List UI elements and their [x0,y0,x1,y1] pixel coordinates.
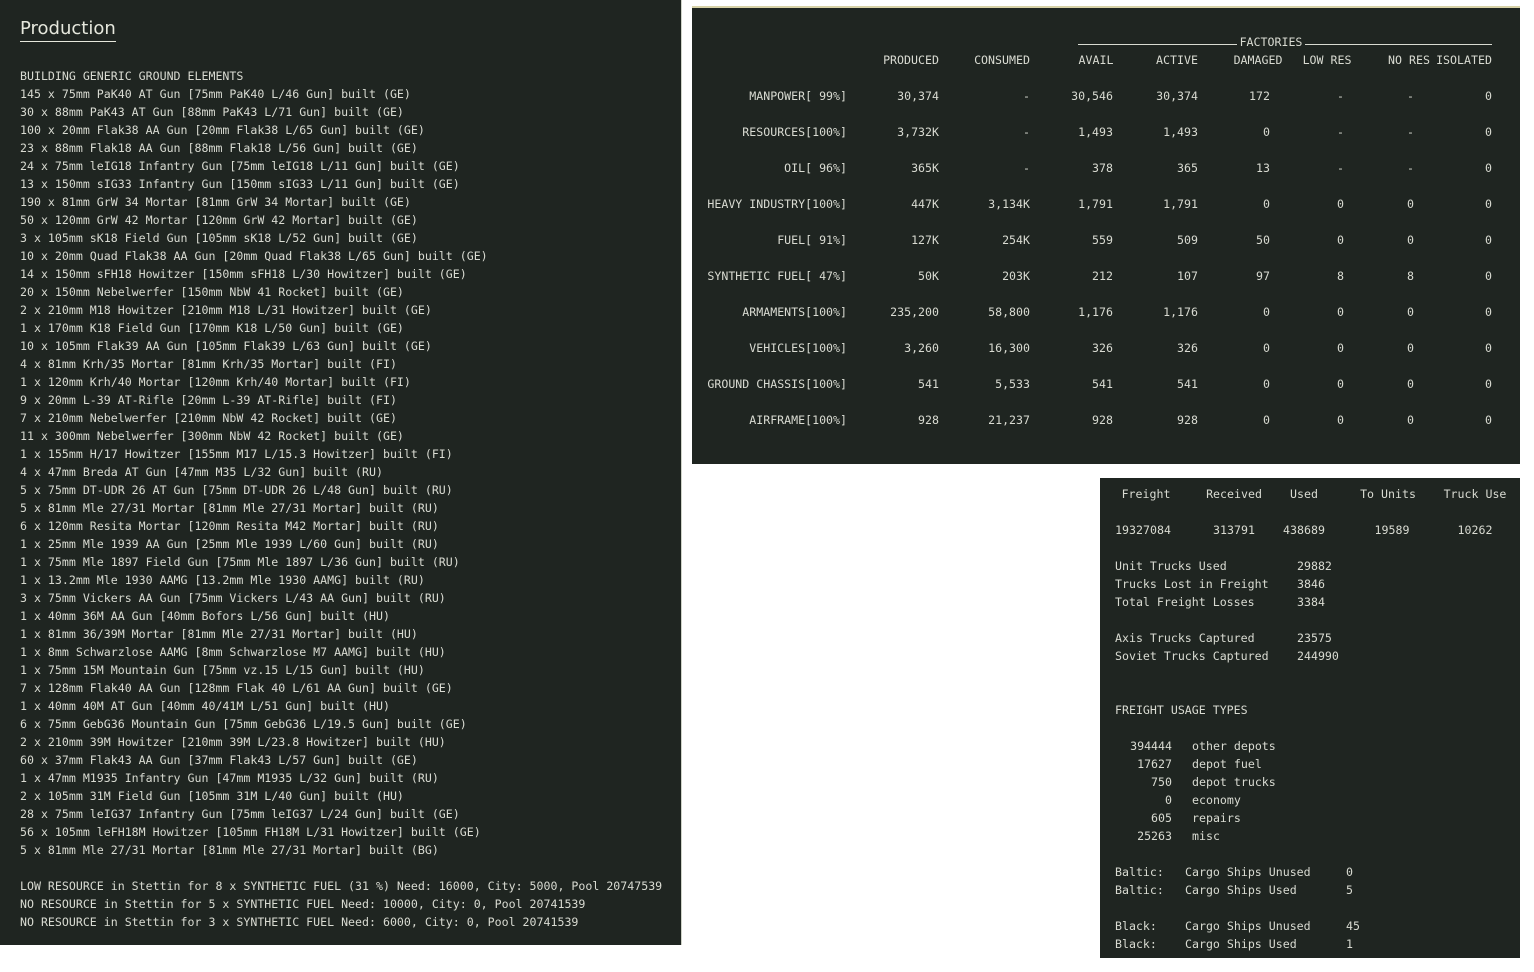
factory-cell: 0 [1407,305,1414,319]
factory-cell: 0 [1407,377,1414,391]
factory-name: GROUND CHASSIS[100%] [707,377,847,391]
factories-header: AVAIL [1078,53,1114,67]
factory-cell: 1,176 [1163,305,1198,319]
production-item: 2 x 105mm 31M Field Gun [105mm 31M L/40 Gun] built (HU) [20,789,404,803]
factory-name: RESOURCES[100%] [742,125,847,139]
factory-cell: 0 [1485,89,1492,103]
freight-value: 313791 [1213,523,1255,537]
factory-name: ARMAMENTS[100%] [742,305,847,319]
usage-label: economy [1192,793,1241,807]
factories-header: CONSUMED [974,53,1030,67]
production-item: 145 x 75mm PaK40 AT Gun [75mm PaK40 L/46 Gun] built (GE) [20,87,411,101]
factory-name: MANPOWER[ 99%] [749,89,847,103]
factory-cell: 0 [1485,413,1492,427]
factory-cell: 0 [1407,197,1414,211]
production-item: 28 x 75mm leIG37 Infantry Gun [75mm leIG37 L/24 Gun] built (GE) [20,807,460,821]
factory-cell: 928 [1092,413,1113,427]
usage-value: 394444 [1130,739,1172,753]
production-heading: BUILDING GENERIC GROUND ELEMENTS [20,69,244,83]
usage-label: depot trucks [1192,775,1276,789]
production-item: 100 x 20mm Flak38 AA Gun [20mm Flak38 L/65 Gun] built (GE) [20,123,425,137]
factory-cell: 0 [1263,413,1270,427]
factory-cell: 0 [1485,125,1492,139]
freight-value: 19327084 [1115,523,1171,537]
production-item: 50 x 120mm GrW 42 Mortar [120mm GrW 42 Mortar] built (GE) [20,213,418,227]
production-item: 13 x 150mm sIG33 Infantry Gun [150mm sIG33 L/11 Gun] built (GE) [20,177,460,191]
factory-cell: 1,791 [1078,197,1113,211]
factory-cell: 1,493 [1163,125,1198,139]
factory-cell: 8 [1407,269,1414,283]
factory-cell: - [1337,89,1344,103]
ship-sea: Baltic: [1115,865,1164,879]
factory-cell: 0 [1337,233,1344,247]
factory-cell: 0 [1485,341,1492,355]
ship-value: 0 [1346,865,1353,879]
factory-cell: 559 [1092,233,1113,247]
factory-cell: - [1337,161,1344,175]
factory-cell: 541 [918,377,939,391]
usage-label: other depots [1192,739,1276,753]
freight-header: To Units [1360,487,1416,501]
production-item: 4 x 47mm Breda AT Gun [47mm M35 L/32 Gun] built (RU) [20,465,383,479]
factory-cell: - [1337,125,1344,139]
factory-cell: 97 [1256,269,1270,283]
factory-cell: 30,374 [1156,89,1198,103]
ship-label: Cargo Ships Used [1185,883,1297,897]
production-item: 7 x 128mm Flak40 AA Gun [128mm Flak 40 L/61 AA Gun] built (GE) [20,681,453,695]
factory-cell: - [1407,125,1414,139]
freight-header: Freight [1121,487,1171,501]
factory-cell: 235,200 [890,305,939,319]
ship-label: Cargo Ships Unused [1185,865,1311,879]
production-item: 190 x 81mm GrW 34 Mortar [81mm GrW 34 Mortar] built (GE) [20,195,411,209]
ship-value: 5 [1346,883,1353,897]
ship-label: Cargo Ships Unused [1185,919,1311,933]
freight-panel [1100,478,1520,958]
factory-cell: 326 [1177,341,1198,355]
factories-panel [692,6,1520,464]
factory-cell: 0 [1337,377,1344,391]
production-item: 3 x 75mm Vickers AA Gun [75mm Vickers L/43 AA Gun] built (RU) [20,591,446,605]
production-item: 9 x 20mm L-39 AT-Rifle [20mm L-39 AT-Rifle] built (FI) [20,393,397,407]
factory-cell: 3,732K [897,125,939,139]
usage-label: misc [1192,829,1220,843]
production-item: 14 x 150mm sFH18 Howitzer [150mm sFH18 L/30 Howitzer] built (GE) [20,267,467,281]
factory-cell: 58,800 [988,305,1030,319]
factory-cell: 0 [1263,305,1270,319]
production-item: 1 x 40mm 36M AA Gun [40mm Bofors L/56 Gun] built (HU) [20,609,390,623]
factory-name: SYNTHETIC FUEL[ 47%] [707,269,847,283]
factory-cell: - [1023,161,1030,175]
factory-cell: 0 [1263,197,1270,211]
usage-label: repairs [1192,811,1241,825]
factory-cell: 0 [1407,341,1414,355]
truck-stat-label: Trucks Lost in Freight [1115,577,1269,591]
production-item: 1 x 40mm 40M AT Gun [40mm 40/41M L/51 Gun] built (HU) [20,699,390,713]
captured-value: 244990 [1297,649,1339,663]
production-item: 11 x 300mm Nebelwerfer [300mm NbW 42 Rocket] built (GE) [20,429,404,443]
factory-cell: 254K [1002,233,1030,247]
factory-cell: - [1023,89,1030,103]
factories-header: NO RES [1388,53,1430,67]
freight-value: 19589 [1374,523,1410,537]
truck-stat-label: Total Freight Losses [1115,595,1255,609]
factory-cell: 541 [1092,377,1113,391]
production-list [20,85,488,859]
production-item: 1 x 120mm Krh/40 Mortar [120mm Krh/40 Mortar] built (FI) [20,375,411,389]
production-item: 23 x 88mm Flak18 AA Gun [88mm Flak18 L/56 Gun] built (GE) [20,141,418,155]
factory-cell: 365 [1177,161,1198,175]
factory-name: VEHICLES[100%] [749,341,847,355]
usage-value: 25263 [1137,829,1172,843]
factory-cell: 172 [1249,89,1270,103]
factory-cell: 0 [1407,413,1414,427]
freight-value: 10262 [1457,523,1493,537]
production-item: 5 x 81mm Mle 27/31 Mortar [81mm Mle 27/31 Mortar] built (BG) [20,843,439,857]
factories-header: LOW RES [1302,53,1352,67]
factory-cell: 0 [1337,341,1344,355]
truck-stat-value: 3846 [1297,577,1325,591]
factory-cell: 50 [1256,233,1270,247]
factory-cell: 30,374 [897,89,939,103]
production-item: 10 x 20mm Quad Flak38 AA Gun [20mm Quad Flak38 L/65 Gun] built (GE) [20,249,488,263]
production-item: 1 x 155mm H/17 Howitzer [155mm M17 L/15.3 Howitzer] built (FI) [20,447,453,461]
factory-cell: 0 [1407,233,1414,247]
production-item: 1 x 47mm M1935 Infantry Gun [47mm M1935 L/32 Gun] built (RU) [20,771,439,785]
production-item: 6 x 75mm GebG36 Mountain Gun [75mm GebG36 L/19.5 Gun] built (GE) [20,717,467,731]
factory-cell: 50K [918,269,939,283]
ship-value: 1 [1346,937,1353,951]
factory-cell: 21,237 [988,413,1030,427]
usage-value: 605 [1151,811,1172,825]
production-item: 56 x 105mm leFH18M Howitzer [105mm FH18M L/31 Howitzer] built (GE) [20,825,481,839]
production-panel [0,0,682,945]
factory-cell: - [1023,125,1030,139]
factory-name: AIRFRAME[100%] [749,413,847,427]
production-item: 3 x 105mm sK18 Field Gun [105mm sK18 L/52 Gun] built (GE) [20,231,418,245]
factories-header: ACTIVE [1156,53,1198,67]
factory-cell: 0 [1485,161,1492,175]
truck-stat-label: Unit Trucks Used [1115,559,1227,573]
production-item: 6 x 120mm Resita Mortar [120mm Resita M42 Mortar] built (RU) [20,519,439,533]
factory-name: HEAVY INDUSTRY[100%] [707,197,847,211]
resource-warning: NO RESOURCE in Stettin for 5 x SYNTHETIC FUEL Need: 10000, City: 0, Pool 20741539 [20,897,586,911]
captured-value: 23575 [1297,631,1332,645]
factory-cell: 928 [1177,413,1198,427]
factory-cell: 13 [1256,161,1270,175]
factory-cell: 447K [911,197,939,211]
production-item: 1 x 75mm Mle 1897 Field Gun [75mm Mle 1897 L/36 Gun] built (RU) [20,555,460,569]
factory-cell: 1,791 [1163,197,1198,211]
factories-header: ISOLATED [1436,53,1492,67]
production-item: 5 x 75mm DT-UDR 26 AT Gun [75mm DT-UDR 26 L/48 Gun] built (RU) [20,483,453,497]
factory-cell: 928 [918,413,939,427]
factory-cell: 127K [911,233,939,247]
factory-name: OIL[ 96%] [784,161,847,175]
usage-value: 0 [1165,793,1172,807]
factory-cell: 107 [1177,269,1198,283]
freight-value: 438689 [1283,523,1325,537]
freight-header: Used [1290,487,1318,501]
factory-cell: 0 [1337,413,1344,427]
resource-warning: LOW RESOURCE in Stettin for 8 x SYNTHETIC FUEL (31 %) Need: 16000, City: 5000, Pool 20747539 [20,879,663,893]
truck-stat-value: 3384 [1297,595,1325,609]
factory-cell: 203K [1002,269,1030,283]
factory-cell: 0 [1485,233,1492,247]
freight-header: Truck Use [1443,487,1507,501]
factory-cell: 16,300 [988,341,1030,355]
captured-label: Axis Trucks Captured [1115,631,1255,645]
production-item: 2 x 210mm M18 Howitzer [210mm M18 L/31 Howitzer] built (GE) [20,303,432,317]
factory-cell: 0 [1263,377,1270,391]
production-item: 5 x 81mm Mle 27/31 Mortar [81mm Mle 27/31 Mortar] built (RU) [20,501,439,515]
ship-sea: Baltic: [1115,883,1164,897]
factory-cell: 0 [1485,197,1492,211]
usage-label: depot fuel [1192,757,1262,771]
ship-sea: Black: [1115,937,1157,951]
production-item: 4 x 81mm Krh/35 Mortar [81mm Krh/35 Mortar] built (FI) [20,357,397,371]
production-item: 60 x 37mm Flak43 AA Gun [37mm Flak43 L/57 Gun] built (GE) [20,753,418,767]
production-item: 30 x 88mm PaK43 AT Gun [88mm PaK43 L/71 Gun] built (GE) [20,105,404,119]
factory-cell: 3,260 [904,341,939,355]
production-title: Production [20,18,116,42]
factory-cell: 0 [1263,341,1270,355]
resource-warnings [20,877,662,931]
factory-cell: 0 [1485,269,1492,283]
factories-group-label: FACTORIES [1237,35,1305,49]
production-item: 20 x 150mm Nebelwerfer [150mm NbW 41 Rocket] built (GE) [20,285,404,299]
factory-cell: 1,176 [1078,305,1113,319]
captured-label: Soviet Trucks Captured [1115,649,1269,663]
production-item: 2 x 210mm 39M Howitzer [210mm 39M L/23.8 Howitzer] built (HU) [20,735,446,749]
factory-cell: - [1407,161,1414,175]
factory-cell: 212 [1092,269,1113,283]
factory-cell: 3,134K [988,197,1030,211]
factory-cell: 5,533 [995,377,1030,391]
factory-cell: 1,493 [1078,125,1113,139]
ship-value: 45 [1346,919,1360,933]
factory-cell: 326 [1092,341,1113,355]
freight-header: Received [1206,487,1262,501]
factory-cell: 0 [1263,125,1270,139]
factories-header: PRODUCED [883,53,939,67]
factory-name: FUEL[ 91%] [777,233,847,247]
factory-cell: - [1407,89,1414,103]
factory-cell: 509 [1177,233,1198,247]
production-item: 1 x 8mm Schwarzlose AAMG [8mm Schwarzlose M7 AAMG] built (HU) [20,645,446,659]
ship-label: Cargo Ships Used [1185,937,1297,951]
usage-value: 750 [1151,775,1172,789]
production-item: 1 x 170mm K18 Field Gun [170mm K18 L/50 Gun] built (GE) [20,321,404,335]
factory-cell: 541 [1177,377,1198,391]
factory-cell: 0 [1337,305,1344,319]
factory-cell: 378 [1092,161,1113,175]
production-item: 24 x 75mm leIG18 Infantry Gun [75mm leIG18 L/11 Gun] built (GE) [20,159,460,173]
production-item: 10 x 105mm Flak39 AA Gun [105mm Flak39 L/63 Gun] built (GE) [20,339,432,353]
factory-cell: 365K [911,161,939,175]
factories-header: DAMAGED [1233,53,1283,67]
production-item: 7 x 210mm Nebelwerfer [210mm NbW 42 Rocket] built (GE) [20,411,397,425]
freight-usage-title: FREIGHT USAGE TYPES [1115,703,1248,717]
production-item: 1 x 75mm 15M Mountain Gun [75mm vz.15 L/15 Gun] built (HU) [20,663,425,677]
production-item: 1 x 13.2mm Mle 1930 AAMG [13.2mm Mle 1930 AAMG] built (RU) [20,573,425,587]
factory-cell: 0 [1485,305,1492,319]
factory-cell: 30,546 [1071,89,1113,103]
factory-cell: 0 [1337,197,1344,211]
factory-cell: 8 [1337,269,1344,283]
production-item: 1 x 81mm 36/39M Mortar [81mm Mle 27/31 Mortar] built (HU) [20,627,418,641]
resource-warning: NO RESOURCE in Stettin for 3 x SYNTHETIC FUEL Need: 6000, City: 0, Pool 20741539 [20,915,579,929]
factory-cell: 0 [1485,377,1492,391]
truck-stat-value: 29882 [1297,559,1332,573]
ship-sea: Black: [1115,919,1157,933]
production-item: 1 x 25mm Mle 1939 AA Gun [25mm Mle 1939 L/60 Gun] built (RU) [20,537,439,551]
usage-value: 17627 [1137,757,1172,771]
